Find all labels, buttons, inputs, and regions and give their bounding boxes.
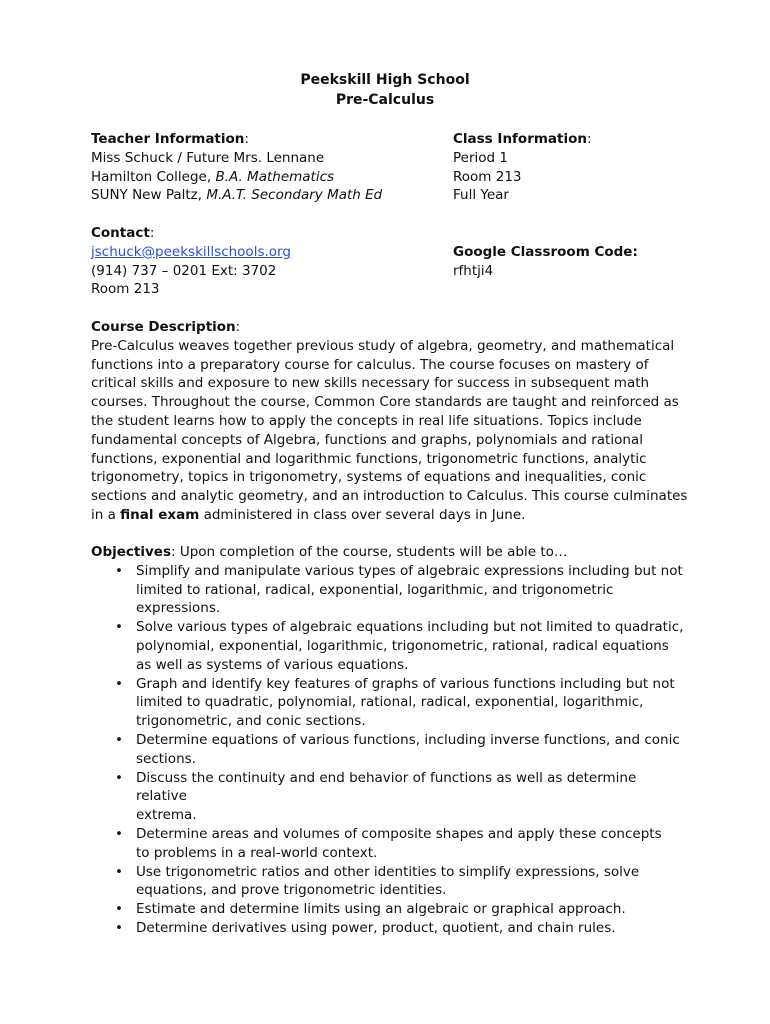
- teacher-heading-colon: :: [244, 131, 249, 147]
- bullet-icon: •: [115, 769, 123, 786]
- objective-item: [91, 562, 691, 618]
- objectives-intro-line: [91, 543, 691, 562]
- school-name: Peekskill High School: [300, 72, 470, 88]
- course-description-colon: :: [235, 319, 241, 335]
- objective-item: [91, 769, 691, 825]
- objective-line: Estimate and determine limits using an algebraic or graphical approach.: [136, 901, 626, 918]
- description-last-suffix: administered in class over several days in June.: [199, 506, 526, 523]
- description-last-line: [91, 506, 691, 525]
- objective-line: Determine equations of various functions, including inverse functions, and conic: [136, 731, 680, 748]
- google-classroom-code: rfhtji4: [453, 262, 494, 279]
- final-exam-emphasis: final exam: [120, 506, 200, 523]
- contact-block: [91, 224, 291, 299]
- class-period: Period 1: [453, 149, 508, 166]
- google-classroom-heading: Google Classroom Code:: [453, 244, 638, 260]
- google-classroom-block: [453, 243, 638, 281]
- objective-item: [91, 731, 691, 769]
- objective-line: Solve various types of algebraic equations including but not limited to quadratic,: [136, 619, 684, 636]
- objective-line: limited to quadratic, polynomial, rational, radical, exponential, logarithmic,: [136, 694, 644, 711]
- objective-item: [91, 919, 691, 938]
- class-term: Full Year: [453, 187, 509, 204]
- contact-email-link[interactable]: jschuck@peekskillschools.org: [91, 243, 291, 260]
- objective-line: extrema.: [136, 807, 197, 824]
- class-info-block: [453, 130, 592, 205]
- description-last-prefix: in a: [91, 506, 121, 523]
- objective-line: Use trigonometric ratios and other identities to simplify expressions, solve: [136, 863, 640, 880]
- objective-line: expressions.: [136, 600, 221, 617]
- objective-line: to problems in a real-world context.: [136, 844, 378, 861]
- edu2-degree: M.A.T. Secondary Math Ed: [206, 187, 383, 204]
- objective-line: as well as systems of various equations.: [136, 656, 409, 673]
- objective-line: Determine areas and volumes of composite shapes and apply these concepts: [136, 825, 662, 842]
- teacher-name: Miss Schuck / Future Mrs. Lennane: [91, 149, 325, 166]
- objective-line: limited to rational, radical, exponential, logarithmic, and trigonometric: [136, 581, 614, 598]
- teacher-info-block: [91, 130, 382, 205]
- objectives-section: [91, 543, 691, 938]
- description-line: critical skills and exposure to new skills necessary for success in subsequent math: [91, 375, 650, 392]
- teacher-info-heading: Teacher Information: [91, 131, 245, 147]
- objective-line: Discuss the continuity and end behavior of functions as well as determine relative: [136, 769, 637, 805]
- class-info-heading: Class Information: [453, 131, 587, 147]
- objective-item: [91, 825, 691, 863]
- description-line: sections and analytic geometry, and an introduction to Calculus. This course culminates: [91, 488, 688, 505]
- edu1-school: Hamilton College,: [91, 168, 216, 185]
- bullet-icon: •: [115, 825, 123, 842]
- bullet-icon: •: [115, 619, 123, 636]
- class-room: Room 213: [453, 168, 522, 185]
- objectives-heading: Objectives: [91, 544, 171, 560]
- description-line: Pre-Calculus weaves together previous study of algebra, geometry, and mathematical: [91, 337, 675, 354]
- objective-item: [91, 863, 691, 901]
- contact-heading-colon: :: [149, 225, 155, 241]
- contact-phone: (914) 737 – 0201 Ext: 3702: [91, 262, 277, 279]
- teacher-education-1: [91, 168, 382, 187]
- description-line: trigonometry, topics in trigonometry, systems of equations and inequalities, conic: [91, 469, 647, 486]
- bullet-icon: •: [115, 562, 123, 579]
- bullet-icon: •: [115, 731, 123, 748]
- objective-line: Graph and identify key features of graphs of various functions including but not: [136, 675, 675, 692]
- objective-item: [91, 618, 691, 674]
- teacher-education-2: [91, 186, 382, 205]
- contact-heading: Contact: [91, 225, 150, 241]
- objective-item: [91, 675, 691, 731]
- objective-line: equations, and prove trigonometric identities.: [136, 882, 447, 899]
- bullet-icon: •: [115, 901, 123, 918]
- course-name: Pre-Calculus: [335, 92, 435, 108]
- objective-line: polynomial, exponential, logarithmic, trigonometric, rational, radical equations: [136, 637, 669, 654]
- description-line: courses. Throughout the course, Common Core standards are taught and reinforced as: [91, 394, 679, 411]
- objective-line: sections.: [136, 750, 196, 767]
- description-line: fundamental concepts of Algebra, functions and graphs, polynomials and rational: [91, 431, 643, 448]
- description-line: the student learns how to apply the concepts in real life situations. Topics include: [91, 412, 642, 429]
- objective-item: [91, 900, 691, 919]
- bullet-icon: •: [115, 863, 123, 880]
- class-heading-colon: :: [587, 131, 592, 147]
- objectives-list: [91, 562, 691, 938]
- bullet-icon: •: [115, 919, 123, 936]
- course-description-section: [91, 318, 691, 525]
- course-description-heading: Course Description: [91, 319, 236, 335]
- description-line: functions, exponential and logarithmic functions, trigonometric functions, analytic: [91, 450, 647, 467]
- edu2-school: SUNY New Paltz,: [91, 187, 207, 204]
- objectives-intro: : Upon completion of the course, students will be able to…: [171, 544, 568, 560]
- edu1-degree: B.A. Mathematics: [215, 168, 335, 185]
- bullet-icon: •: [115, 675, 123, 692]
- objective-line: Determine derivatives using power, product, quotient, and chain rules.: [136, 919, 616, 936]
- course-description-text: [91, 337, 691, 525]
- description-line: functions into a preparatory course for calculus. The course focuses on mastery of: [91, 356, 649, 373]
- objective-line: trigonometric, and conic sections.: [136, 713, 366, 730]
- objective-line: Simplify and manipulate various types of algebraic expressions including but not: [136, 562, 683, 579]
- document-title: [0, 70, 770, 110]
- contact-room: Room 213: [91, 281, 160, 298]
